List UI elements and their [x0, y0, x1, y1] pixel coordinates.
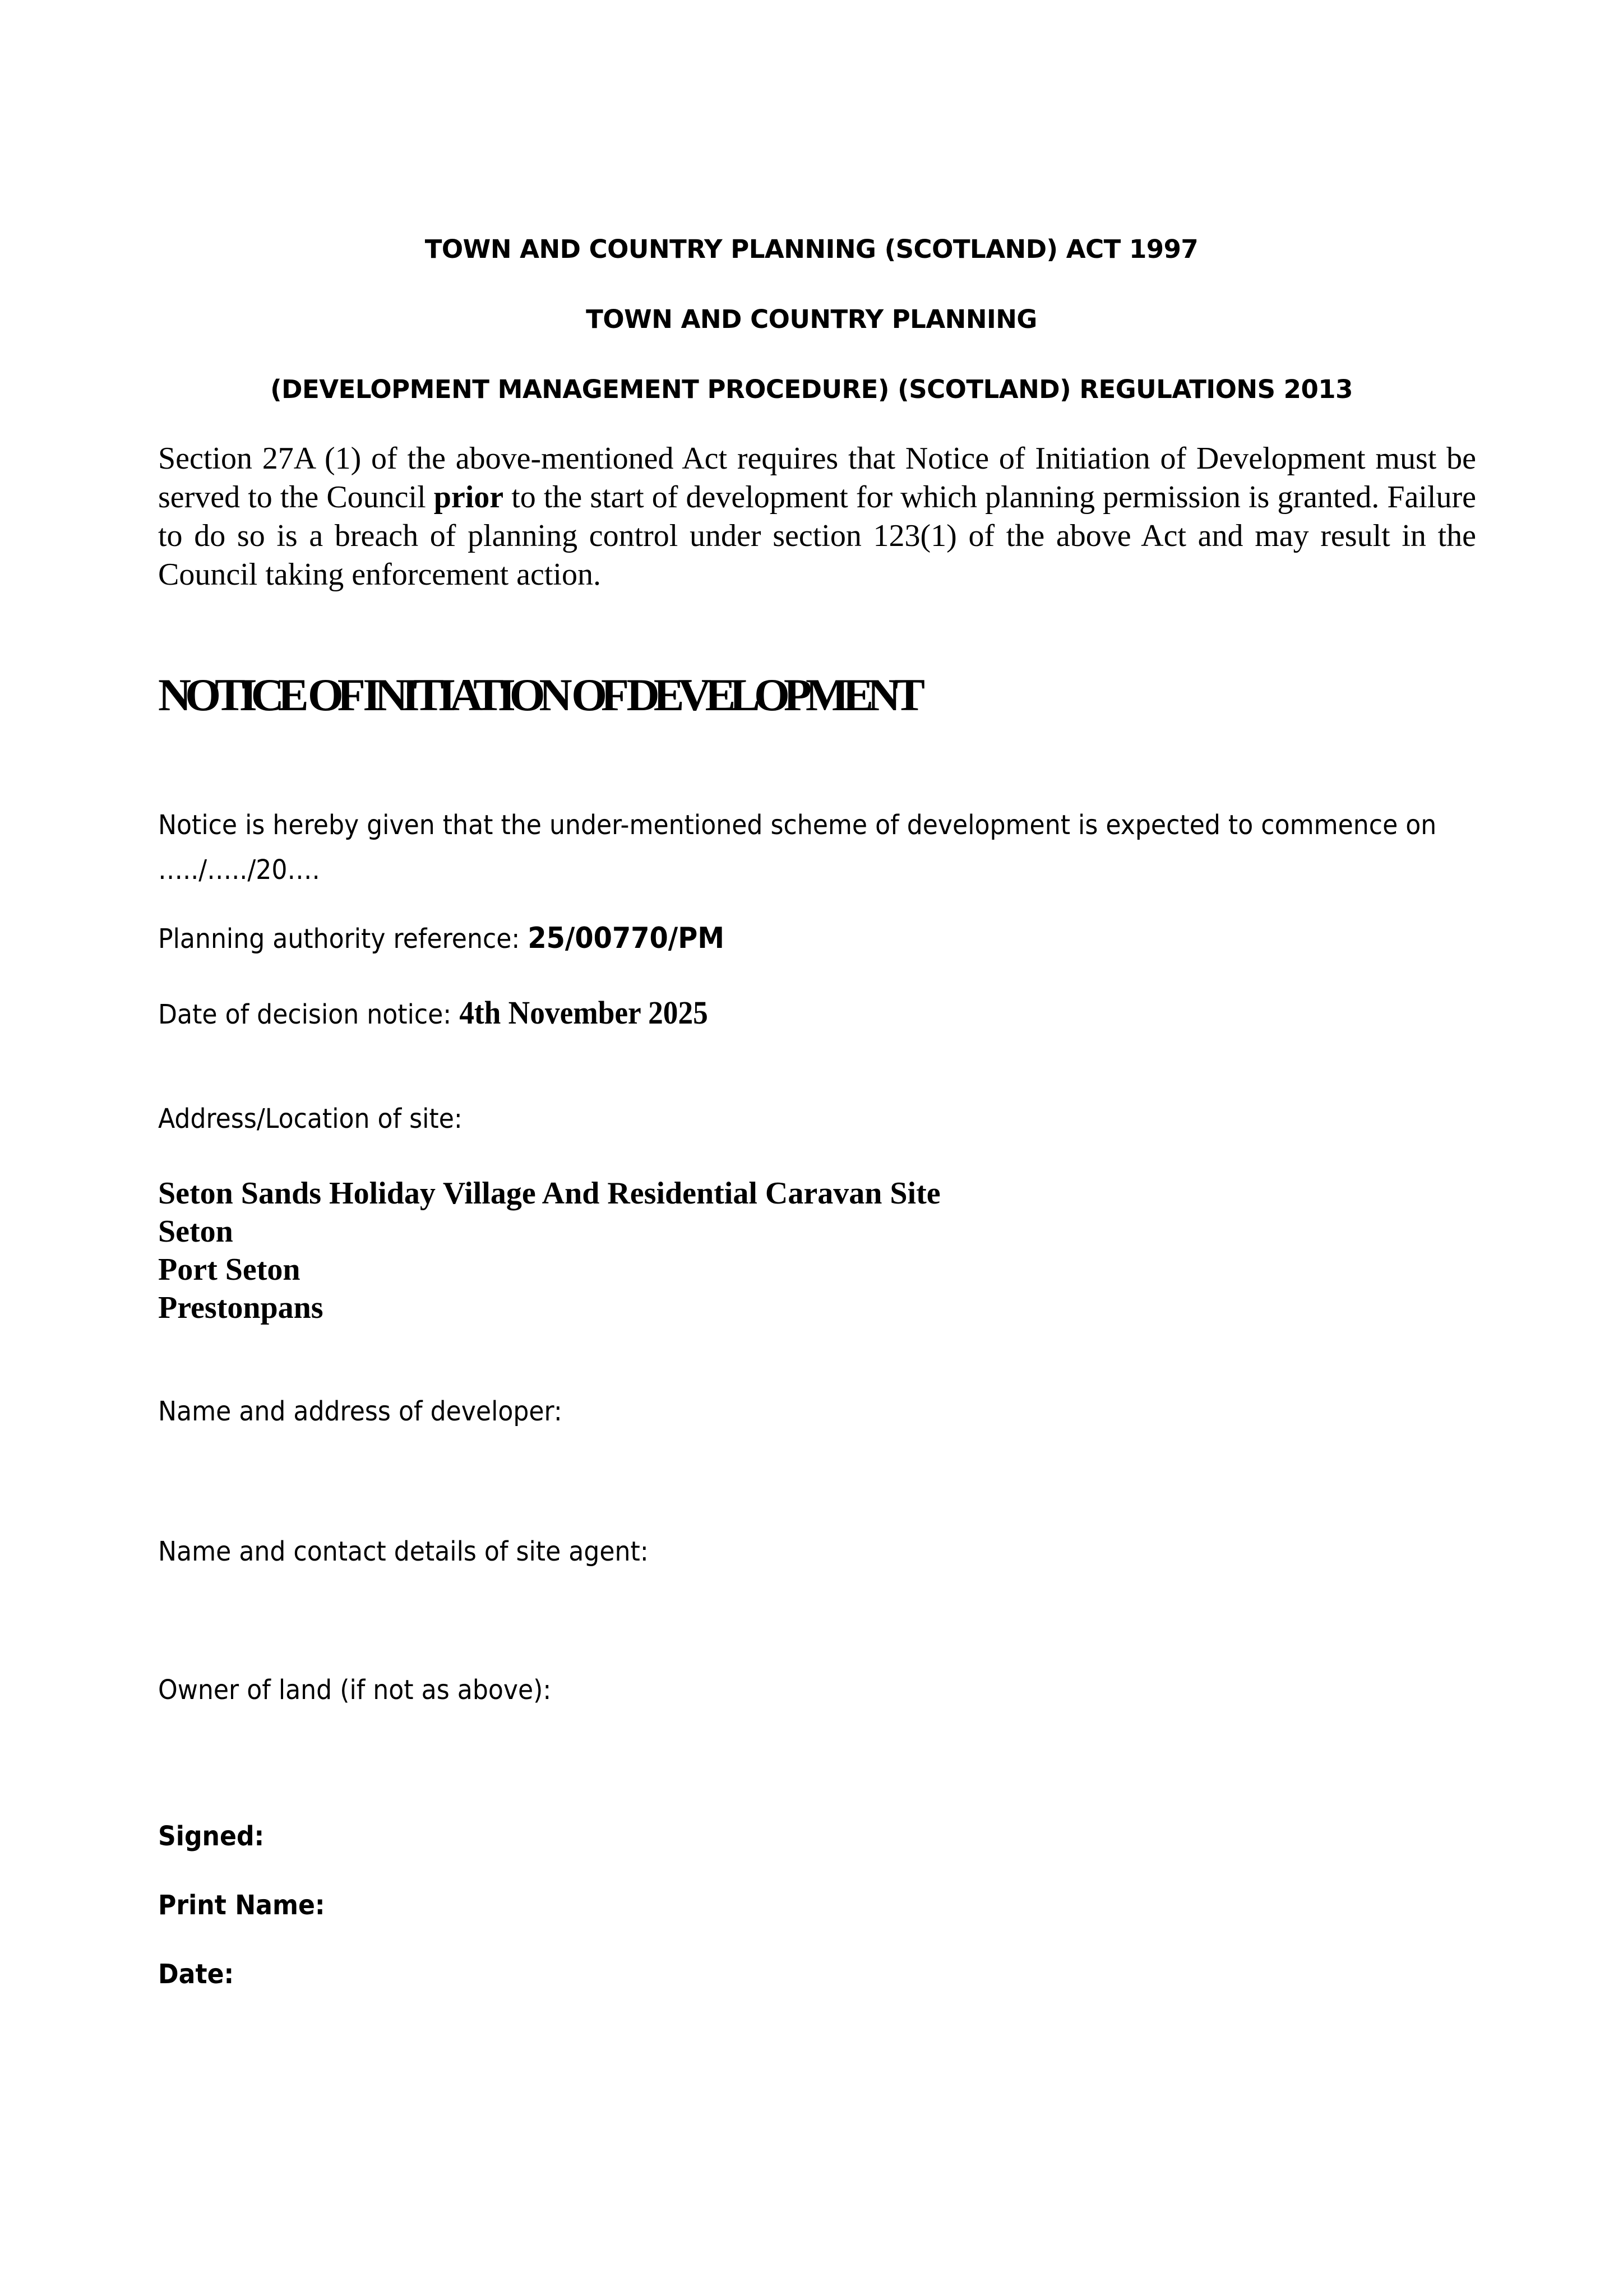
regulations-heading: (DEVELOPMENT MANAGEMENT PROCEDURE) (SCOTLAND) REGULATIONS 2013 [270, 374, 1353, 404]
signed-label: Signed: [158, 1821, 265, 1852]
print-name-label: Print Name: [158, 1890, 325, 1921]
reference-row [158, 919, 724, 958]
statement-text-start: Section 27A (1) of the above-mentioned Act requires that Notice of Initiation of Development must be served to the Council [158, 441, 1476, 515]
decision-date-value: 4th November 2025 [459, 994, 708, 1031]
site-address [158, 1174, 941, 1327]
legal-statement [158, 439, 1476, 594]
address-line: Seton [158, 1214, 233, 1249]
address-line: Seton Sands Holiday Village And Residential Caravan Site [158, 1176, 941, 1211]
planning-heading: TOWN AND COUNTRY PLANNING [586, 304, 1037, 334]
reference-value: 25/00770/PM [528, 922, 724, 955]
decision-date-label: Date of decision notice: [158, 999, 460, 1030]
page-title: NOTICE OF INITIATION OF DEVELOPMENT [158, 669, 919, 720]
decision-date-row [158, 994, 708, 1034]
address-label: Address/Location of site: [158, 1103, 463, 1135]
notice-text: Notice is hereby given that the under-mentioned scheme of development is expected to commence on …../…../20…. [158, 809, 1437, 886]
site-agent-label: Name and contact details of site agent: [158, 1536, 649, 1567]
statement-emphasis: prior [433, 480, 504, 515]
developer-label: Name and address of developer: [158, 1396, 562, 1427]
statement-text-end: to the start of development for which planning permission is granted. Failure to do so is a breach of planning control under section 123(1) of the above Act and may result in the Council taking enforcement action. [158, 480, 1476, 592]
date-label: Date: [158, 1959, 234, 1990]
address-line: Prestonpans [158, 1290, 323, 1325]
act-heading: TOWN AND COUNTRY PLANNING (SCOTLAND) ACT 1997 [424, 234, 1199, 264]
address-line: Port Seton [158, 1252, 300, 1287]
owner-label: Owner of land (if not as above): [158, 1674, 552, 1706]
reference-label: Planning authority reference: [158, 923, 528, 955]
